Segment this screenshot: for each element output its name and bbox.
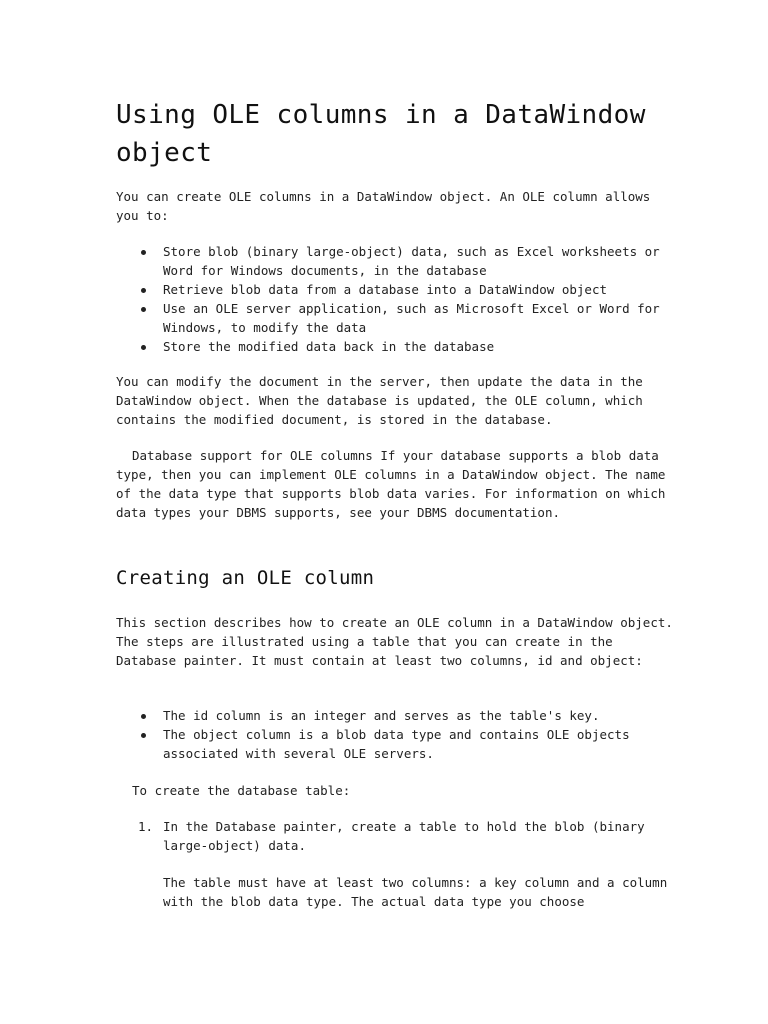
list-item: [116, 337, 676, 356]
procedure-steps: [116, 817, 676, 855]
list-item-text: Store the modified data back in the database: [163, 339, 495, 354]
page-title: Using OLE columns in a DataWindow object: [116, 100, 646, 168]
bullet-icon: [141, 733, 146, 738]
step-item: [116, 817, 676, 855]
list-item-text: Store blob (binary large-object) data, such as Excel worksheets or Word for Windows documents, in the database: [163, 244, 660, 278]
bullet-icon: [141, 307, 146, 312]
list-item: [116, 280, 676, 299]
section-intro-paragraph: This section describes how to create an OLE column in a DataWindow object. The steps are illustrated using a table that you can create in the Database painter. It must contain at least two columns, id and object:: [116, 615, 673, 668]
list-item-text: The id column is an integer and serves as the table's key.: [163, 708, 600, 723]
list-item-text: The object column is a blob data type and contains OLE objects associated with several OLE servers.: [163, 727, 630, 761]
list-item: [116, 299, 676, 337]
bullet-icon: [141, 345, 146, 350]
step-number: 1.: [138, 819, 154, 834]
bullet-icon: [141, 288, 146, 293]
list-item-text: Use an OLE server application, such as Microsoft Excel or Word for Windows, to modify the data: [163, 301, 660, 335]
bullet-icon: [141, 250, 146, 255]
list-item: [116, 725, 676, 763]
step-detail: The table must have at least two columns: a key column and a column with the blob data type. The actual data type you choose: [163, 875, 668, 909]
database-support-paragraph: Database support for OLE columns If your database supports a blob data type, then you can implement OLE columns in a DataWindow object. The name of the data type that supports blob data varies. For information on which data types your DBMS supports, see your DBMS documentation.: [116, 448, 666, 520]
modify-paragraph: You can modify the document in the server, then update the data in the DataWindow object. When the database is updated, the OLE column, which contains the modified document, is stored in the database.: [116, 374, 643, 427]
list-item-text: Retrieve blob data from a database into a DataWindow object: [163, 282, 608, 297]
bullet-icon: [141, 714, 146, 719]
step-text: In the Database painter, create a table to hold the blob (binary large-object) data.: [163, 819, 645, 853]
section-heading: Creating an OLE column: [116, 567, 375, 589]
intro-paragraph: You can create OLE columns in a DataWindow object. An OLE column allows you to:: [116, 189, 651, 223]
list-item: [116, 242, 676, 280]
list-item: [116, 706, 676, 725]
capabilities-list: [116, 242, 676, 356]
columns-list: [116, 706, 676, 763]
procedure-title: To create the database table:: [132, 783, 351, 798]
